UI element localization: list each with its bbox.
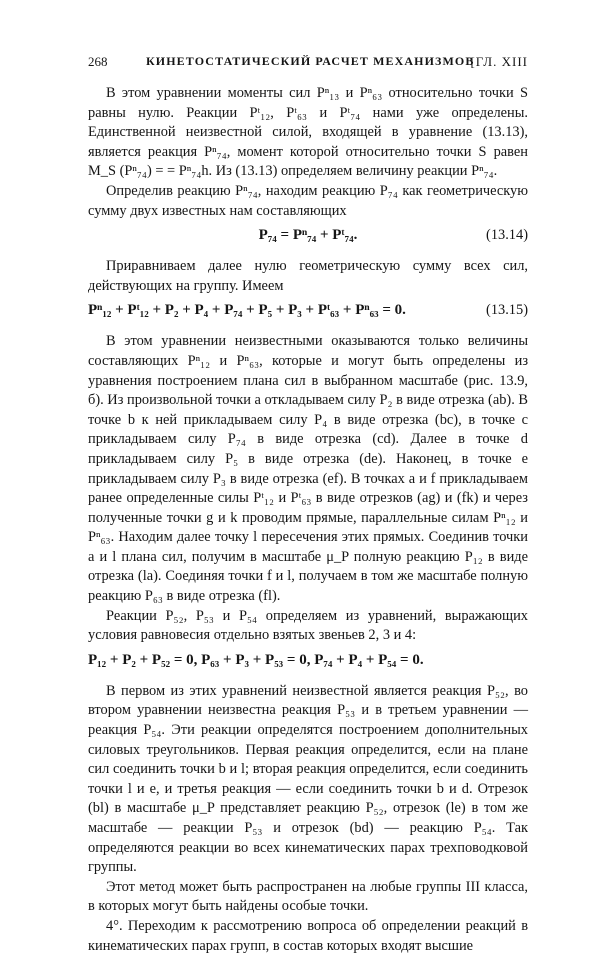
equation-13-14-body: P₇₄ = Pⁿ₇₄ + Pᵗ₇₄.	[258, 227, 358, 244]
equation-13-14	[88, 221, 528, 251]
page-body	[88, 84, 528, 956]
paragraph-1: В этом уравнении моменты сил Pⁿ₁₃ и Pⁿ₆₃ относительно точки S равны нулю. Реакции Pᵗ₁₂, Pᵗ₆₃ и Pᵗ₇₄ нами уже определены. Единственной неизвестной силой, входящей в уравнение (13.13), является реакция Pⁿ₇₄, момент которой относительно точки S равен M_S (Pⁿ₇₄) = = Pⁿ₇₄h. Из (13.13) определяем величину реакции Pⁿ₇₄.	[88, 85, 528, 180]
paragraph-3: Приравниваем далее нулю геометрическую сумму всех сил, действующих на группу. Имеем	[88, 258, 528, 294]
chapter-reference: [ГЛ. XIII	[470, 54, 528, 69]
page-number: 268	[88, 54, 108, 69]
paragraph-7: Этот метод может быть распространен на любые группы III класса, в которых могут быть найдены особые точки.	[88, 878, 528, 915]
paragraph-6: В первом из этих уравнений неизвестной является реакция P₅₂, во втором уравнении неизвестна реакция P₅₃ и в третьем уравнении — реакция P₅₄. Эти реакции определятся построением дополнительных силовых треугольников. Первая реакция определится, если на плане сил соединить точки b и l; вторая реакция определится, если соединить точки l и e, и третья реакция — если соединить точки b и d. Отрезок (bl) в масштабе μ_P представляет реакцию P₅₂, отрезок (le) в том же масштабе — реакции P₅₃ и отрезок (bd) — реакцию P₅₄. Так определяются реакции во всех кинематических парах трехповодковой группы.	[88, 682, 528, 876]
equation-13-15	[88, 296, 528, 326]
paragraph-4: В этом уравнении неизвестными оказываются только величины составляющих Pⁿ₁₂ и Pⁿ₆₃, которые и могут быть определены из уравнения построением плана сил в выбранном масштабе (рис. 13.9, б). Из произвольной точки a откладываем силу P₂ в виде отрезка (ab). В точке b к ней прикладываем силу P₄ в виде отрезка (bc), в точке c прикладываем силу P₇₄ в виде отрезка (cd). Далее в точке d прикладываем силу P₅ в виде отрезка (de). Наконец, в точке e прикладываем силу P₃ в виде отрезка (ef). В точках a и f прикладываем ранее определенные силы Pᵗ₁₂ и Pᵗ₆₃ в виде отрезков (ag) и (fk) и через полученные точки g и k проводим прямые, параллельные силам Pⁿ₁₂ и Pⁿ₆₃. Находим далее точку l пересечения этих прямых. Соединив точки a и l плана сил, получим в масштабе μ_P полную реакцию P₁₂ в виде отрезка (la). Соединяя точки f и l, получаем в том же масштабе полную реакцию P₆₃ в виде отрезка (fl).	[88, 333, 528, 605]
equation-group-body: P₁₂ + P₂ + P₅₂ = 0, P₆₃ + P₃ + P₅₃ = 0, P₇₄ + P₄ + P₅₄ = 0.	[88, 651, 424, 668]
paragraph-2: Определив реакцию Pⁿ₇₄, находим реакцию P₇₄ как геометрическую сумму двух известных нам составляющих	[88, 182, 528, 219]
equation-13-15-number: (13.15)	[486, 302, 528, 319]
running-title: КИНЕТОСТАТИЧЕСКИЙ РАСЧЕТ МЕХАНИЗМОВ	[146, 54, 475, 68]
equation-group-reactions	[88, 646, 528, 676]
equation-13-15-body: Pⁿ₁₂ + Pᵗ₁₂ + P₂ + P₄ + P₇₄ + P₅ + P₃ + Pᵗ₆₃ + Pⁿ₆₃ = 0.	[88, 302, 406, 319]
paragraph-8: 4°. Переходим к рассмотрению вопроса об определении реакций в кинематических парах групп, в состав которых входят высшие	[88, 917, 528, 954]
paragraph-5: Реакции P₅₂, P₅₃ и P₅₄ определяем из уравнений, выражающих условия равновесия отдельно взятых звеньев 2, 3 и 4:	[88, 607, 528, 644]
equation-13-14-number: (13.14)	[486, 227, 528, 244]
